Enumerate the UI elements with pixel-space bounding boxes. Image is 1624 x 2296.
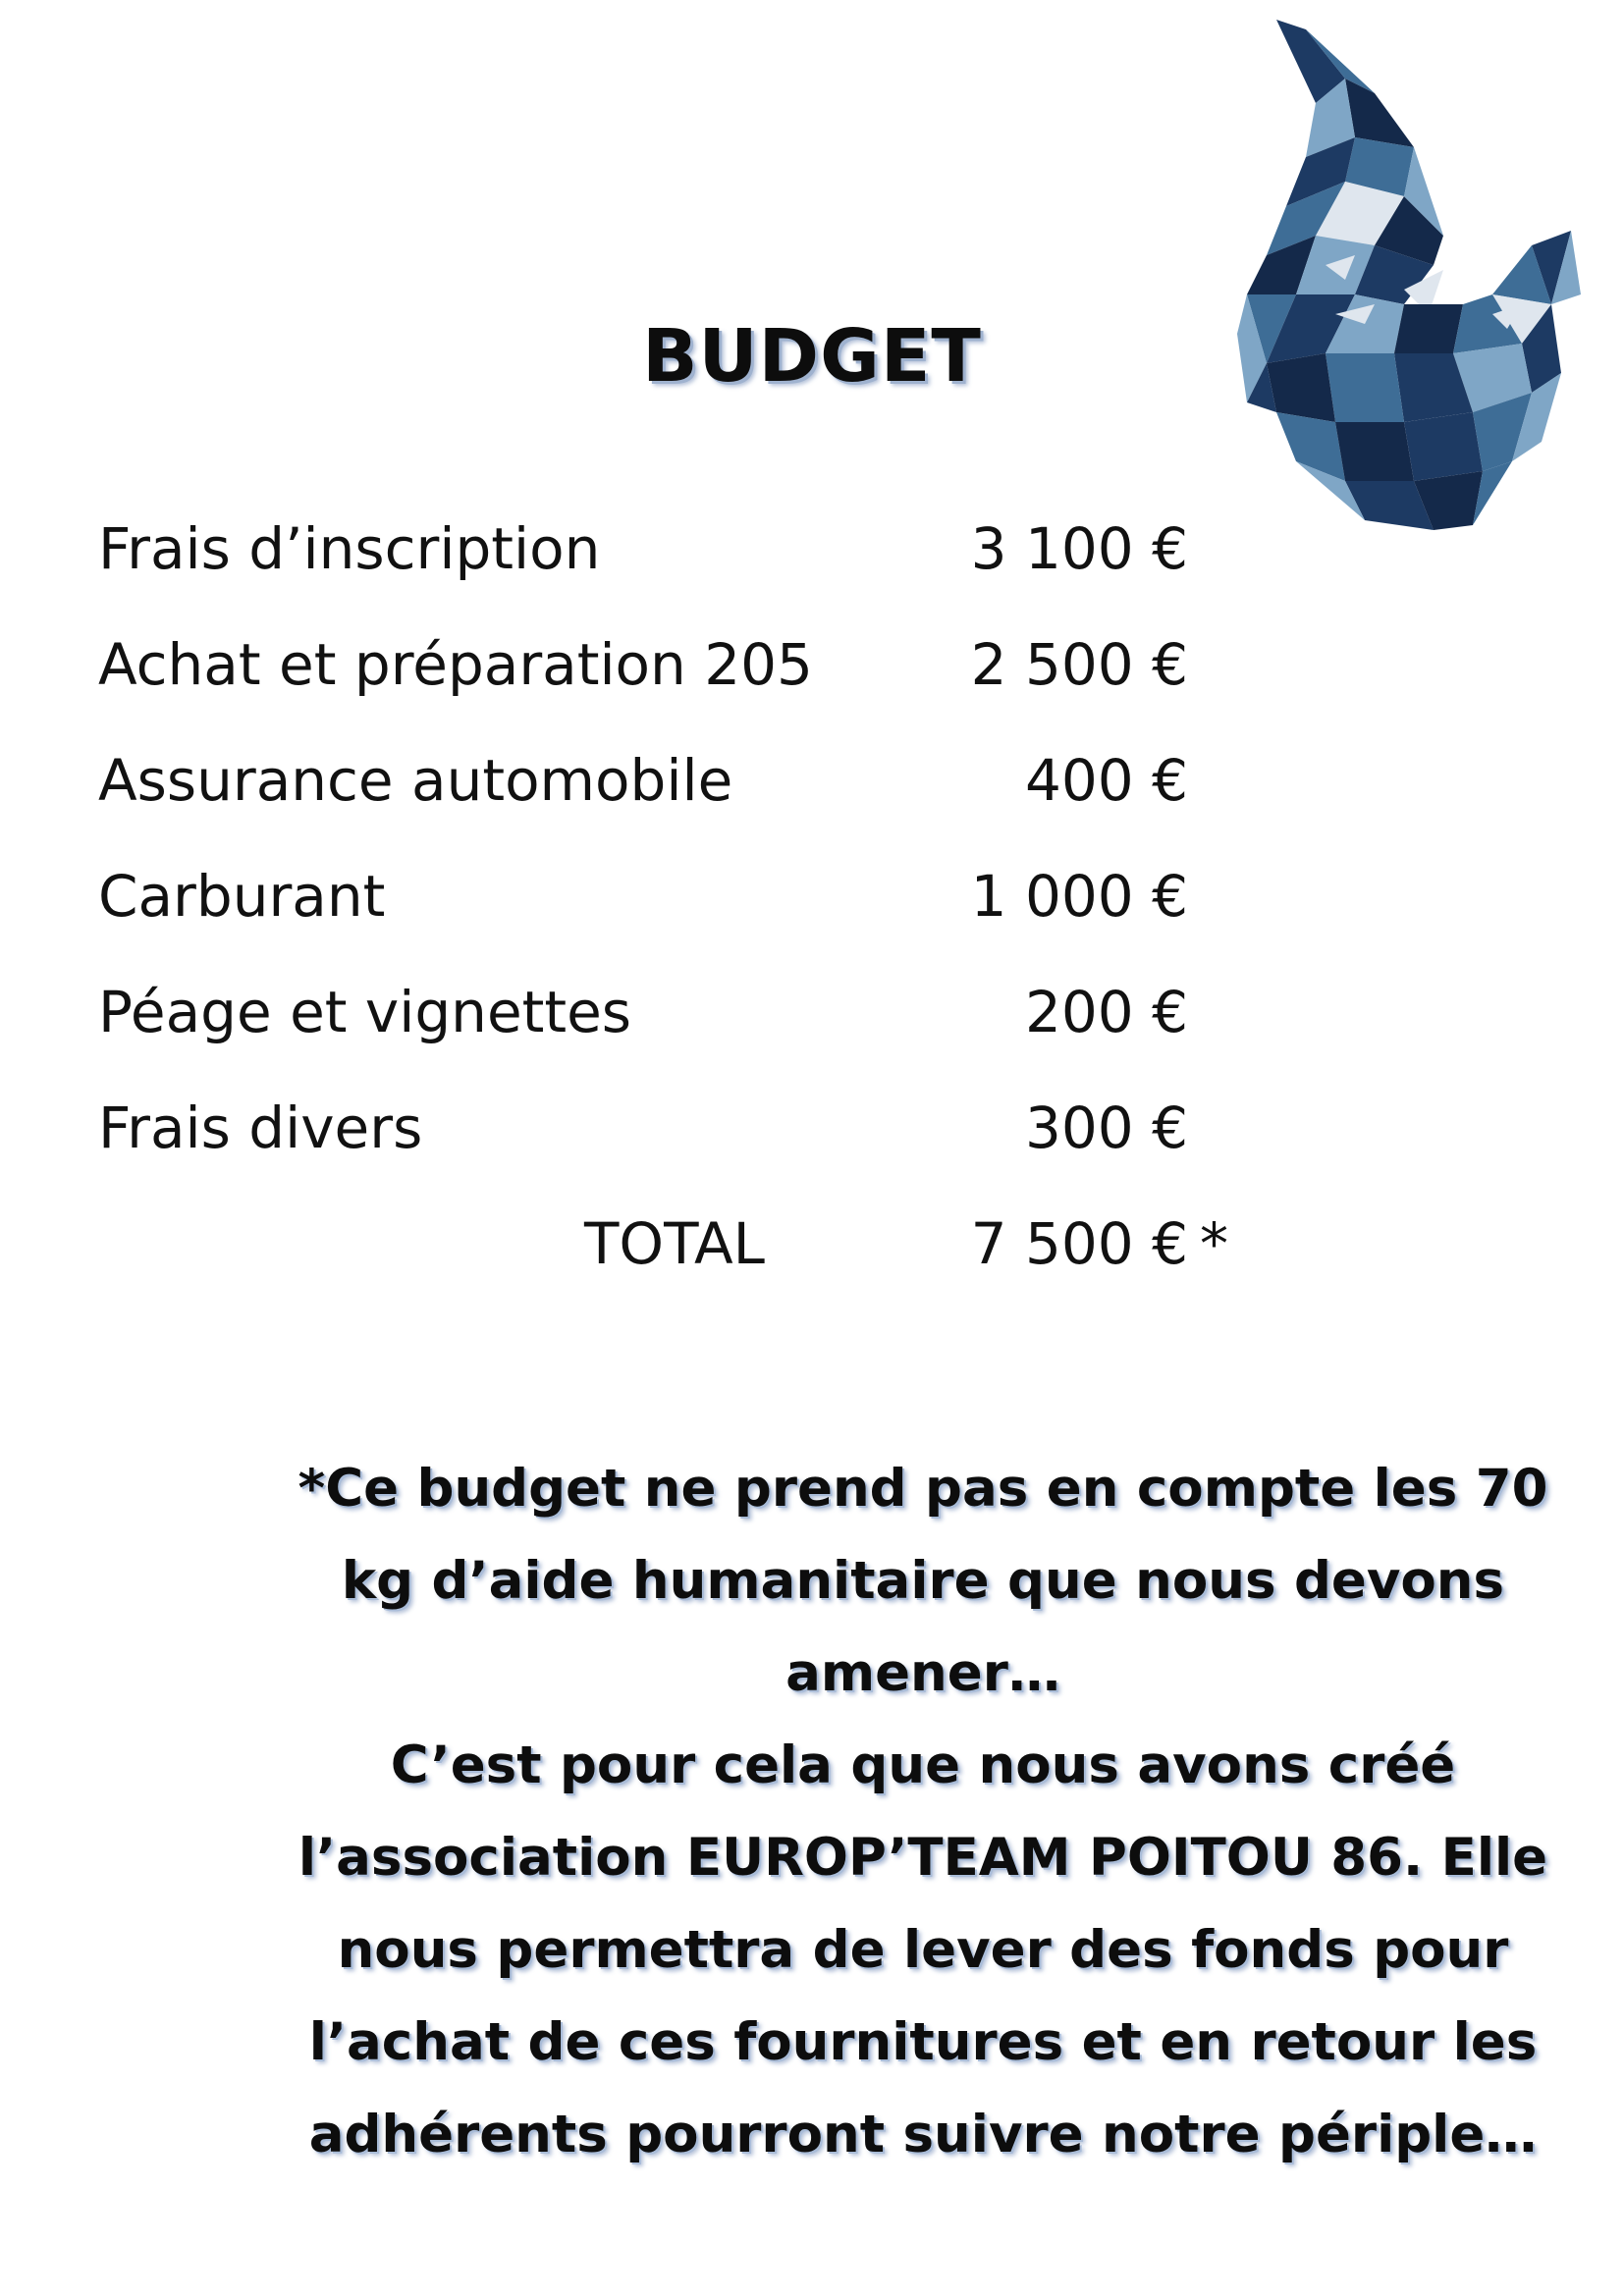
budget-table: [98, 491, 1276, 1302]
budget-total-row: [98, 1186, 1228, 1302]
budget-row: [98, 954, 1188, 1070]
budget-item-value: 2 500 €: [970, 631, 1188, 698]
budget-note: [255, 1443, 1591, 2181]
budget-item-value: 300 €: [1024, 1095, 1188, 1161]
budget-total-value: 7 500 €: [970, 1210, 1188, 1277]
page-title: [0, 314, 1624, 399]
note-paragraph-2: C’est pour cela que nous avons créé l’association EUROP’TEAM POITOU 86. Elle nous permettra de lever des fonds pour l’achat de ces fournitures et en retour les adhérents pourront suivre notre périple…: [298, 1735, 1548, 2164]
budget-item-label: Frais d’inscription: [98, 515, 601, 582]
budget-item-label: Carburant: [98, 863, 386, 930]
budget-row: [98, 607, 1188, 722]
budget-total-asterisk: *: [1200, 1210, 1228, 1277]
budget-list: [98, 491, 1228, 1302]
page-title-text: BUDGET: [642, 314, 982, 399]
budget-item-label: Assurance automobile: [98, 747, 733, 814]
budget-item-label: Péage et vignettes: [98, 979, 632, 1045]
note-paragraph-1: *Ce budget ne prend pas en compte les 70 kg d’aide humanitaire que nous devons amener…: [298, 1459, 1548, 1703]
budget-row: [98, 491, 1188, 607]
budget-item-value: 200 €: [1024, 979, 1188, 1045]
budget-row: [98, 1070, 1188, 1186]
budget-total-label: TOTAL: [584, 1210, 765, 1277]
budget-item-value: 1 000 €: [970, 863, 1188, 930]
budget-row: [98, 722, 1188, 838]
budget-item-value: 3 100 €: [970, 515, 1188, 582]
geometric-polygon-animal-logo-icon: [1208, 10, 1600, 540]
budget-item-value: 400 €: [1024, 747, 1188, 814]
budget-item-label: Achat et préparation 205: [98, 631, 813, 698]
budget-row: [98, 838, 1188, 954]
budget-item-label: Frais divers: [98, 1095, 423, 1161]
